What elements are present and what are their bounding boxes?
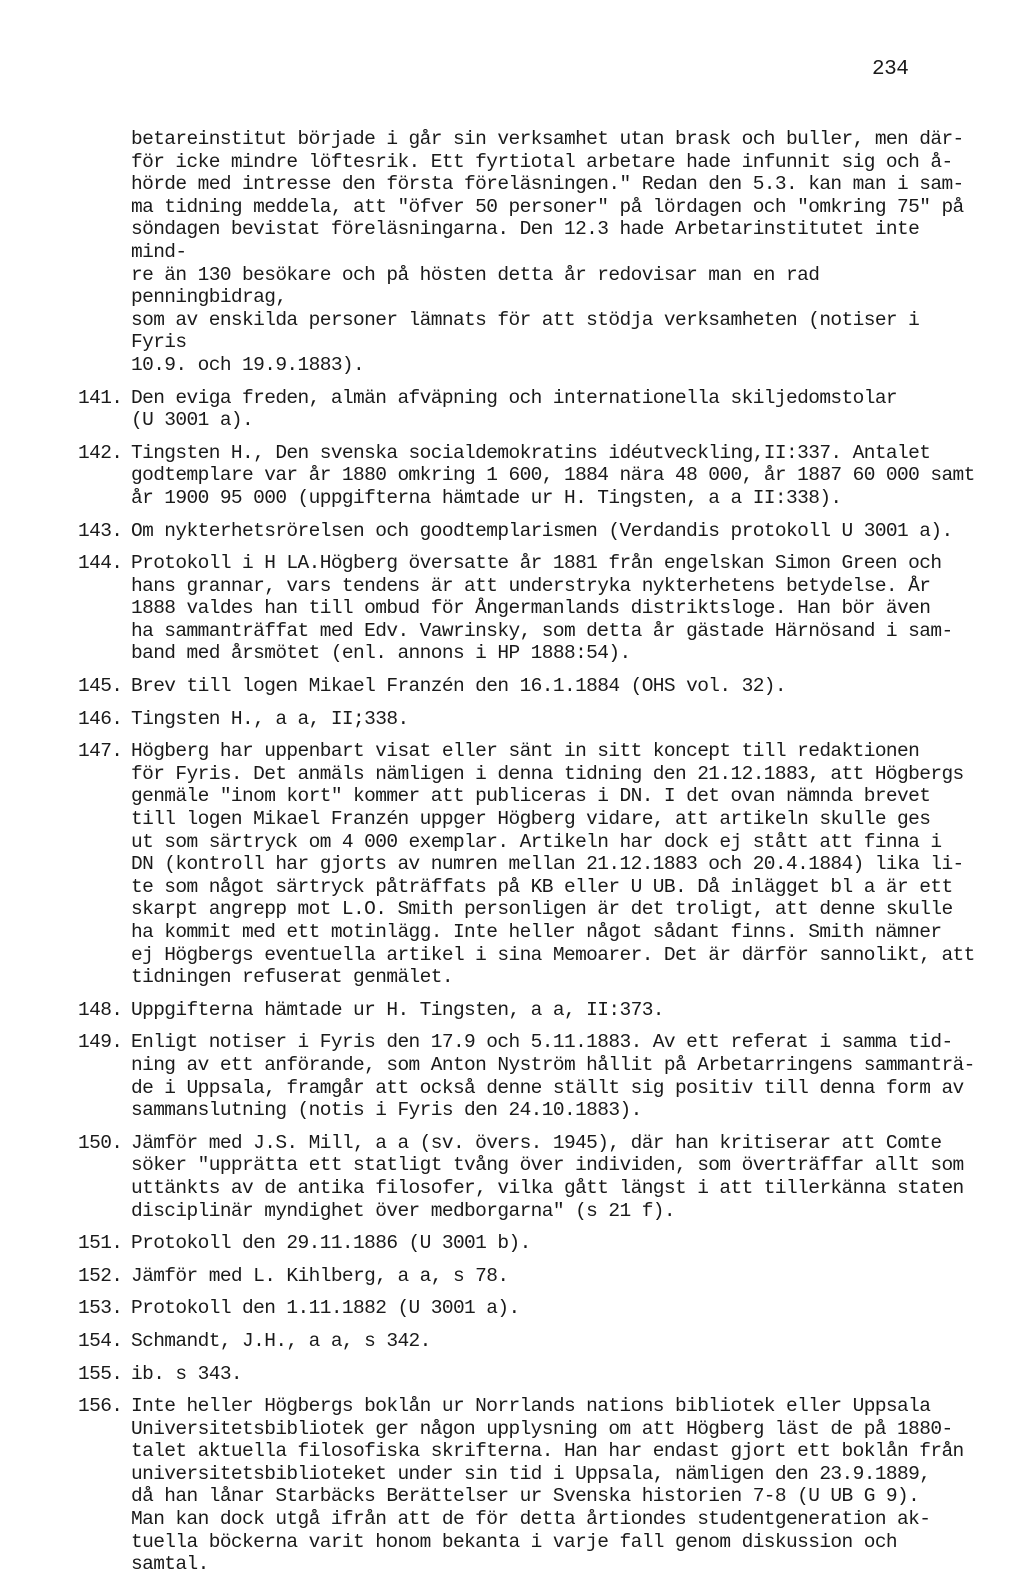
- footnote-text: Högberg har uppenbart visat eller sänt in sitt koncept till redaktionen för Fyris. Det anmäls nämligen i denna tidning den 21.12.1883, att Högbergs genmäle "inom kort" kommer att publiceras i DN. I det ovan nämnda brevet till logen Mikael Franzén uppger Högberg vidare, att artikeln skulle ges ut som särtryck om 4 000 exemplar. Artikeln har dock ej stått att finna i DN (kontroll har gjorts av numren mellan 21.12.1883 och 20.4.1884) lika li- te som något särtryck påträffats på KB eller U UB. Då inlägget bl a är ett skarpt angrepp mot L.O. Smith personligen är det troligt, att denne skulle ha kommit med ett motinlägg. Inte heller något sådant finns. Smith nämner ej Högbergs eventuella artikel i sina Memoarer. Det är därför sannolikt, att tidningen refuserat genmälet.: [131, 740, 975, 989]
- footnote-149: [78, 1031, 978, 1121]
- footnote-text: Den eviga freden, almän afväpning och internationella skiljedomstolar (U 3001 a).: [131, 386, 898, 432]
- footnote-number: 155.: [78, 1362, 123, 1385]
- footnote-144: [78, 552, 978, 665]
- footnote-number: 143.: [78, 519, 123, 542]
- footnote-number: 150.: [78, 1131, 123, 1154]
- footnote-141: [78, 387, 978, 432]
- footnote-number: 156.: [78, 1395, 123, 1418]
- footnote-text: Protokoll den 1.11.1882 (U 3001 a).: [131, 1297, 520, 1320]
- footnote-148: [78, 999, 978, 1022]
- footnote-text: Om nykterhetsrörelsen och goodtemplarismen (Verdandis protokoll U 3001 a).: [131, 519, 953, 542]
- footnote-text: Tingsten H., Den svenska socialdemokratins idéutveckling,II:337. Antalet godtemplare var år 1880 omkring 1 600, 1884 nära 48 000, år 1887 60 000 samt år 1900 95 000 (uppgifterna hämtade ur H. Tingsten, a a II:338).: [131, 441, 975, 509]
- footnote-number: 154.: [78, 1329, 123, 1352]
- footnote-number: 142.: [78, 441, 123, 464]
- footnote-154: [78, 1330, 978, 1353]
- footnote-text: Jämför med L. Kihlberg, a a, s 78.: [131, 1264, 509, 1287]
- footnote-147: [78, 740, 978, 989]
- footnote-150: [78, 1132, 978, 1222]
- footnote-text: Enligt notiser i Fyris den 17.9 och 5.11.1883. Av ett referat i samma tid- ning av ett anförande, som Anton Nyström hållit på Arbetarringens sammanträ- de i Uppsala, framgår att också denne ställt sig positiv till denna form av sammanslutning (notis i Fyris den 24.10.1883).: [131, 1031, 975, 1122]
- footnote-text: Inte heller Högbergs boklån ur Norrlands nations bibliotek eller Uppsala Universitetsbibliotek ger någon upplysning om att Högberg läst de på 1880- talet aktuella filosofiska skrifterna. Han har endast gjort ett boklån från universitetsbiblioteket under sin tid i Uppsala, nämligen den 23.9.1889, då han lånar Starbäcks Berättelser ur Svenska historien 7-8 (U UB G 9). Man kan dock utgå ifrån att de för detta årtiondes studentgeneration ak- tuella böckerna varit honom bekanta i varje fall genom diskussion och samtal.: [131, 1395, 964, 1576]
- footnote-text: Jämför med J.S. Mill, a a (sv. övers. 1945), där han kritiserar att Comte söker "upprätta ett statligt tvång över individen, som överträffar allt som uttänkts av de antika filosofer, vilka gått längst i att tillerkänna staten disciplinär myndighet över medborgarna" (s 21 f).: [131, 1131, 964, 1222]
- footnote-number: 148.: [78, 998, 123, 1021]
- footnote-number: 146.: [78, 707, 123, 730]
- footnote-text: ib. s 343.: [131, 1362, 243, 1385]
- footnote-number: 149.: [78, 1031, 123, 1054]
- page-number: 234: [872, 58, 909, 81]
- footnote-143: [78, 520, 978, 543]
- footnote-155: [78, 1363, 978, 1386]
- footnote-text: Uppgifterna hämtade ur H. Tingsten, a a, II:373.: [131, 998, 664, 1021]
- footnote-number: 144.: [78, 552, 123, 575]
- footnote-number: 151.: [78, 1232, 123, 1255]
- footnote-145: [78, 675, 978, 698]
- footnote-142: [78, 442, 978, 510]
- endnotes-body: [78, 128, 978, 1586]
- footnote-number: 152.: [78, 1264, 123, 1287]
- footnote-number: 147.: [78, 740, 123, 763]
- footnote-153: [78, 1297, 978, 1320]
- continued-note-text: betareinstitut började i går sin verksamhet utan brask och buller, men där- för icke mindre löftesrik. Ett fyrtiotal arbetare hade infunnit sig och å- hörde med intresse den första föreläsningen." Redan den 5.3. kan man i sam- ma tidning meddela, att "öfver 50 personer" på lördagen och "omkring 75" på söndagen bevistat föreläsningarna. Den 12.3 hade Arbetarinstitutet inte mind- re än 130 besökare och på hösten detta år redovisar man en rad penningbidrag, som av enskilda personer lämnats för att stödja verksamheten (notiser i Fyris 10.9. och 19.9.1883).: [131, 128, 964, 376]
- footnote-number: 153.: [78, 1297, 123, 1320]
- footnote-text: Protokoll den 29.11.1886 (U 3001 b).: [131, 1232, 531, 1255]
- footnote-152: [78, 1265, 978, 1288]
- footnote-number: 145.: [78, 675, 123, 698]
- footnote-text: Protokoll i H LA.Högberg översatte år 1881 från engelskan Simon Green och hans grannar, vars tendens är att understryka nykterhetens betydelse. År 1888 valdes han till ombud för Ångermanlands distriktsloge. Han bör även ha sammanträffat med Edv. Vawrinsky, som detta år gästade Härnösand i sam- band med årsmötet (enl. annons i HP 1888:54).: [131, 552, 953, 665]
- footnote-156: [78, 1395, 978, 1576]
- footnote-151: [78, 1232, 978, 1255]
- footnote-text: Schmandt, J.H., a a, s 342.: [131, 1329, 431, 1352]
- footnote-number: 141.: [78, 386, 123, 409]
- footnote-text: Brev till logen Mikael Franzén den 16.1.1884 (OHS vol. 32).: [131, 675, 787, 698]
- footnote-text: Tingsten H., a a, II;338.: [131, 707, 409, 730]
- footnote-146: [78, 708, 978, 731]
